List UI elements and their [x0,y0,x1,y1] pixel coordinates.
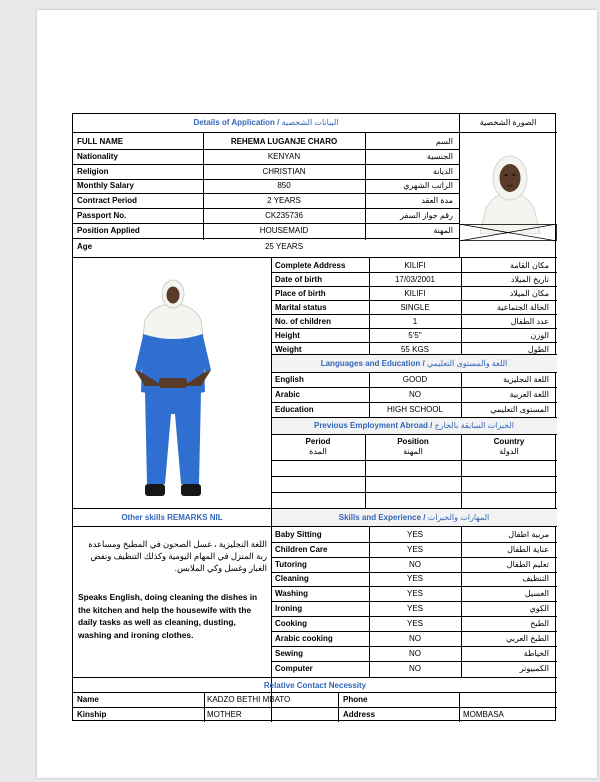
language-label: Education [275,405,314,414]
remarks-arabic: اللغة النجليزية ، غسل الصحون في المطبخ ومساعدة ربة المنزل في المهام اليومية وكذلك التنظيف ونفض الغبار وغسل وكي الملابس. [88,539,267,573]
previous-header-ar: الخبرات السابقة بالخارج [434,421,515,430]
field-value: 850 [277,181,291,190]
blank-box-cross [459,224,557,241]
contact-name-value: KADZO BETHI MBATO [207,695,291,704]
previous-column-header: Period [305,437,331,446]
column-divider [271,257,272,722]
column-divider [369,257,370,354]
field-value: KENYAN [267,152,301,161]
skill-label: Ironing [275,604,303,613]
passport-photo [476,148,544,234]
bio-value: KILIFI [404,289,426,298]
bio-label: Place of birth [275,289,326,298]
column-divider [204,692,205,722]
skill-value: YES [406,589,423,598]
bio-label: Marital status [275,303,327,312]
skill-label: Baby Sitting [275,530,322,539]
full-body-photo-image [123,274,223,506]
relative-contact-header: Relative Contact Necessity [263,681,367,690]
skills-header-ar: المهارات والخبرات [427,513,490,522]
bio-label-ar: مكان الميلاد [509,289,549,298]
column-divider [338,692,339,722]
other-skills-header: Other skills REMARKS NIL [121,513,223,522]
application-form [72,113,556,721]
bio-label-ar: عدد الطفال [510,317,549,326]
language-value: HIGH SCHOOL [386,405,443,414]
field-label-ar: الجنسية [426,152,453,161]
field-value: REHEMA LUGANJE CHARO [230,137,338,146]
row-divider [73,677,557,678]
skill-label: Tutoring [275,560,307,569]
language-label-ar: اللغة النجليزية [503,375,549,384]
passport-photo-image [476,148,544,234]
skill-label-ar: مربية اطفال [508,530,549,539]
language-label: Arabic [275,390,300,399]
full-body-photo [123,274,223,506]
row-divider [73,257,557,258]
language-label: English [275,375,304,384]
previous-column-header-ar: المدة [309,447,327,456]
blank-box [459,224,557,241]
skill-label-ar: عناية الطفال [507,545,549,554]
previous-header-en: Previous Employment Abroad / [313,421,433,430]
previous-column-header-ar: المهنة [403,447,423,456]
contact-address-value: MOMBASA [463,710,504,719]
bio-label: Height [275,331,300,340]
field-label: FULL NAME [77,137,124,146]
previous-column-header: Country [493,437,525,446]
language-label-ar: المستوى التعليمي [490,405,549,414]
field-label: Contract Period [77,196,138,205]
field-label: Religion [77,167,109,176]
contact-phone-label: Phone [343,695,368,704]
remarks-english: Speaks English, doing cleaning the dishes in the kitchen and help the housewife with the daily tasks as well as cleaning, dusting, washing and ironing clothes. [78,592,258,640]
bio-label: Complete Address [275,261,346,270]
row-divider [271,460,557,461]
skill-label: Cleaning [275,574,309,583]
bio-label: Date of birth [275,275,323,284]
skill-value: YES [406,619,423,628]
bio-value: 5'5'' [408,331,422,340]
column-divider [369,372,370,417]
field-label: Position Applied [77,226,140,235]
bio-label-ar: الوزن [530,331,549,340]
skill-label: Children Care [275,545,328,554]
field-label-ar: الديانة [432,167,453,176]
skill-label-ar: الخياطة [523,649,549,658]
skills-header-en: Skills and Experience / [338,513,426,522]
skill-value: YES [406,574,423,583]
bio-label-ar: الطول [527,345,549,354]
column-divider [461,434,462,508]
field-value: HOUSEMAID [259,226,309,235]
languages-header-ar: اللغة والمستوى التعليمي [426,359,508,368]
column-divider [369,526,370,677]
column-divider [461,257,462,354]
contact-kinship-label: Kinship [77,710,107,719]
skills-header [271,511,557,525]
field-label-ar: مدة العقد [421,196,453,205]
row-divider [73,526,557,527]
skill-value: NO [409,664,421,673]
languages-header-en: Languages and Education / [320,359,425,368]
details-header [73,116,459,130]
bio-label-ar: الحالة الجتماعية [497,303,549,312]
skill-label: Cooking [275,619,307,628]
languages-header [271,357,557,371]
bio-value: 17/03/2001 [394,275,436,284]
skill-label-ar: الغسيل [524,589,549,598]
skill-label: Sewing [275,649,304,658]
field-label-ar: السم [435,137,453,146]
skill-value: YES [406,604,423,613]
skill-value: YES [406,545,423,554]
previous-column-header-ar: الدولة [499,447,519,456]
field-value: CHRISTIAN [262,167,306,176]
bio-value: SINGLE [400,303,430,312]
previous-employment-header [271,419,557,433]
column-divider [365,132,366,240]
field-label: Nationality [77,152,118,161]
skill-label-ar: التنظيف [522,574,549,583]
details-header-ar: البيانات الشخصية [281,118,339,127]
language-value: GOOD [402,375,428,384]
column-divider [203,132,204,240]
contact-name-label: Name [77,695,99,704]
column-divider [459,692,460,722]
skill-label-ar: الطبخ العربي [506,634,549,643]
skill-label: Washing [275,589,309,598]
skill-label-ar: الكمبيوتر [519,664,549,673]
skill-label-ar: الكوي [529,604,549,613]
contact-kinship-value: MOTHER [207,710,242,719]
bio-value: 55 KGS [400,345,429,354]
photo-header: الصورة الشخصية [479,118,537,127]
bio-value: 1 [412,317,418,326]
field-value: 25 YEARS [264,242,304,251]
contact-address-label: Address [343,710,376,719]
skill-value: NO [409,560,421,569]
row-divider [271,492,557,493]
skill-label: Computer [275,664,313,673]
skill-value: YES [406,530,423,539]
language-label-ar: اللغة العربية [509,390,549,399]
skill-value: NO [409,649,421,658]
field-label: Passport No. [77,211,127,220]
field-label: Monthly Salary [77,181,134,190]
field-value: CK235736 [265,211,303,220]
bio-label: No. of children [275,317,331,326]
field-label: Age [77,242,93,251]
row-divider [73,238,459,239]
bio-label-ar: تاريخ الميلاد [510,275,549,284]
field-label-ar: رقم جواز السفر [400,211,453,220]
row-divider [73,132,557,133]
column-divider [365,434,366,508]
details-header-en: Details of Application / [193,118,280,127]
skill-label-ar: الطبخ [530,619,549,628]
column-divider [461,526,462,677]
skill-value: NO [409,634,421,643]
skill-label-ar: تعليم الطفال [506,560,549,569]
bio-label-ar: مكان القامة [510,261,549,270]
field-value: 2 YEARS [267,196,301,205]
bio-value: KILIFI [404,261,426,270]
previous-column-header: Position [397,437,429,446]
row-divider [271,476,557,477]
field-label-ar: المهنة [433,226,453,235]
field-label-ar: الراتب الشهري [403,181,453,190]
language-value: NO [409,390,421,399]
skill-label: Arabic cooking [275,634,333,643]
column-divider [461,372,462,417]
bio-label: Weight [275,345,302,354]
